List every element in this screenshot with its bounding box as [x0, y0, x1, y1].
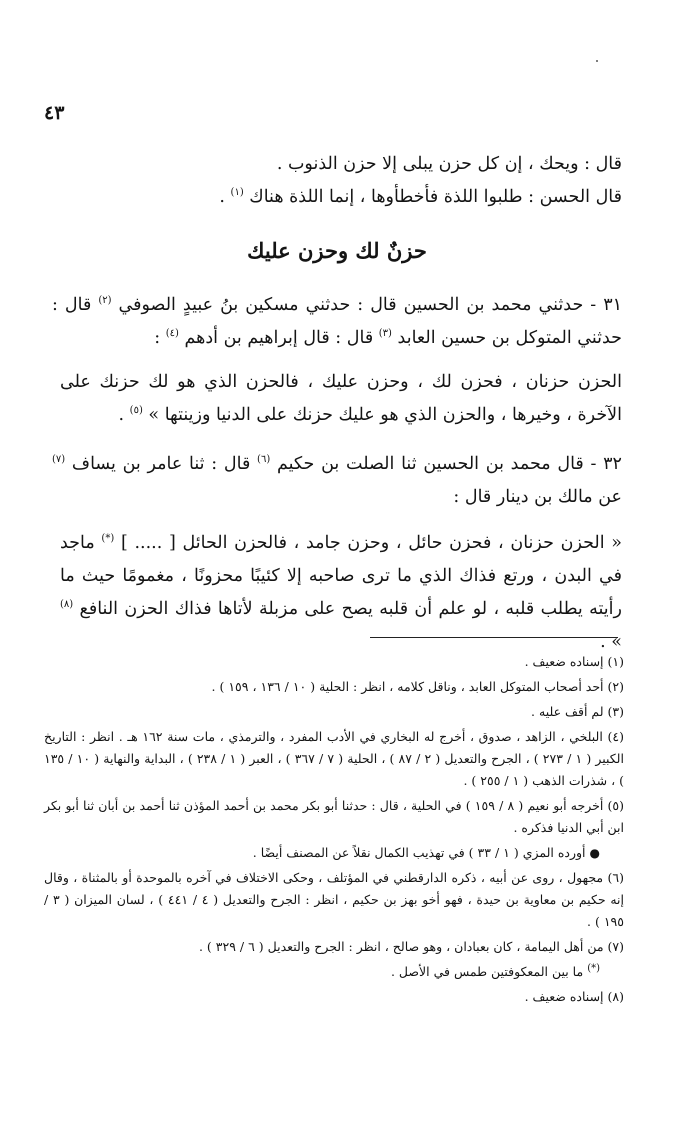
footnote-ref-1: (١) [230, 187, 244, 199]
bullet-icon: ● [589, 846, 600, 860]
footnote-ref-star: (*) [101, 533, 115, 545]
footnote-ref-3: (٣) [378, 328, 392, 340]
footnote-6: (٦) مجهول ، روى عن أبيه ، ذكره الدارقطني في المؤتلف ، وحكى الاختلاف في آخره بالموحدة أو بالمثناة ، وقال إنه حكيم بن معاوية بن حيدة ، فهو أخو بهز بن حكيم ، انظر : الجرح والتعديل ( ٤ / ٤٤١ ) ، لسان الميزان ( ٣ / ١٩٥ ) . [44, 870, 624, 929]
footnote-ref-4: (٤) [165, 328, 179, 340]
footnote-3: (٣) لم أقف عليه . [531, 704, 624, 719]
footnote-ref-6: (٦) [257, 454, 271, 466]
speck [596, 60, 598, 62]
footnote-4: (٤) البلخي ، الزاهد ، صدوق ، أخرج له البخاري في الأدب المفرد ، والترمذي ، مات سنة ١٦٢ هـ . انظر : التاريخ الكبير ( ١ / ٢٧٣ ) ، الجرح والتعديل ( ٢ / ٨٧ ) ، الحلية ( ٧ / ٣٦٧ ) ، العبر ( ١ / ٢٣٨ ) ، البداية والنهاية ( ١٠ / ١٣٥ ) ، شذرات الذهب ( ١ / ٢٥٥ ) . [44, 729, 624, 788]
footnote-divider [370, 637, 618, 638]
paragraph-intro [52, 148, 622, 214]
quote-32: « الحزن حزنان ، فحزن حائل ، وحزن جامد ، فالحزن الحائل [ ..... ] (*) ماجد في البدن ، ورتع فذاك الذي ما ترى صاحبه إلا كئيبًا محزونًا ، مغمومًا حيث ما رأيته يطلب قلبه ، لو علم أن قلبه يصح على مزبلة لأتاها فذاك الحزن النافع $^{(٨)}$ » . [60, 533, 622, 652]
narration-32: ٣٢ - قال محمد بن الحسين ثنا الصلت بن حكيم $^{(٦)}$ قال : ثنا عامر بن يساف $^{(٧)}$ عن مالك بن دينار قال : [52, 454, 622, 507]
footnote-ref-5: (٥) [129, 405, 143, 417]
footnote-ref-2: (٢) [98, 295, 112, 307]
footnote-5: (٥) أخرجه أبو نعيم ( ٨ / ١٥٩ ) في الحلية ، قال : حدثنا أبو بكر محمد بن أحمد المؤذن ثنا أحمد بن أبان ثنا أبو بكر ابن أبي الدنيا فذكره . [44, 798, 624, 835]
footnotes [44, 651, 624, 1011]
footnote-5-note: ● أورده المزي ( ١ / ٣٣ ) في تهذيب الكمال نقلاً عن المصنف أيضًا . [252, 845, 600, 860]
section-heading: حزنٌ لك وحزن عليك [247, 238, 427, 263]
footnote-1: (١) إسناده ضعيف . [524, 654, 624, 669]
page-number: ٤٣ [44, 102, 65, 124]
line-1: قال : ويحك ، إن كل حزن يبلى إلا حزن الذنوب . [276, 154, 622, 174]
footnote-7: (٧) من أهل اليمامة ، كان بعبادان ، وهو صالح ، انظر : الجرح والتعديل ( ٦ / ٣٢٩ ) . [198, 939, 624, 954]
footnote-star: (*) ما بين المعكوفتين طمس في الأصل . [390, 962, 600, 979]
footnote-2: (٢) أحد أصحاب المتوكل العابد ، وناقل كلامه ، انظر : الحلية ( ١٠ / ١٣٦ ، ١٥٩ ) . [211, 679, 624, 694]
narration-31: ٣١ - حدثني محمد بن الحسين قال : حدثني مسكين بنُ عبيدٍ الصوفي $^{(٢)}$ قال : حدثني المتوكل بن حسين العابد $^{(٣)}$ قال : قال إبراهيم بن أدهم $^{(٤)}$ : [52, 295, 622, 348]
footnote-ref-7: (٧) [52, 454, 66, 466]
quote-31: الحزن حزنان ، فحزن لك ، وحزن عليك ، فالحزن الذي هو لك حزنك على الآخرة ، وخيرها ، والحزن الذي هو عليك حزنك على الدنيا وزينتها » $^{(٥)}$ . [60, 372, 622, 425]
footnote-ref-8: (٨) [60, 599, 74, 611]
line-2: قال الحسن : طلبوا اللذة فأخطأوها ، إنما اللذة هناك $^{(١)}$ . [219, 187, 622, 207]
footnote-8: (٨) إسناده ضعيف . [524, 989, 624, 1004]
